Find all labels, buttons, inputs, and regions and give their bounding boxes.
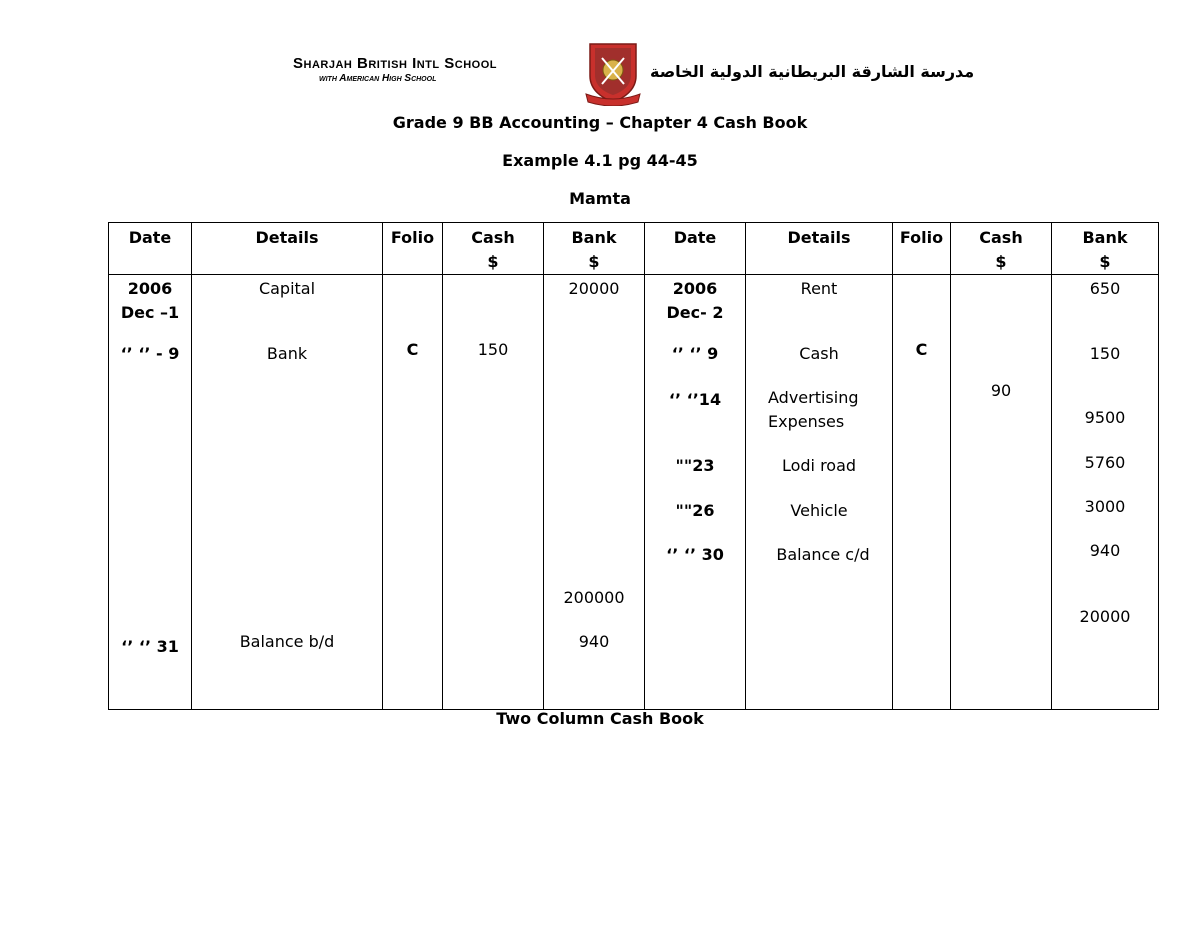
debit-detail-capital: Capital <box>258 279 316 298</box>
credit-folio-header: Folio <box>893 223 951 275</box>
debit-date-year: 2006 <box>127 279 173 298</box>
debit-bank-header: Bank $ <box>544 223 645 275</box>
credit-bank-total: 20000 <box>1079 607 1131 626</box>
credit-folio-c: C <box>915 340 928 359</box>
credit-date-23: ""23 <box>675 456 715 475</box>
school-subtitle: with American High School <box>319 73 437 84</box>
credit-cash-cell <box>951 275 1052 710</box>
credit-detail-expenses: Expenses <box>768 412 845 431</box>
credit-bank-advertising: 9500 <box>1084 408 1126 427</box>
credit-date-26: ""26 <box>675 501 715 520</box>
credit-detail-advertising: Advertising <box>768 388 859 407</box>
debit-bank-capital: 20000 <box>568 279 620 298</box>
debit-bank-balance: 940 <box>578 632 610 651</box>
credit-cash-header: Cash $ <box>951 223 1052 275</box>
credit-date-30: ‘’ ‘’ 30 <box>666 545 724 564</box>
credit-detail-cash: Cash <box>799 344 839 363</box>
credit-date-9: ‘’ ‘’ 9 <box>671 344 719 363</box>
credit-detail-lodi-road: Lodi road <box>781 456 857 475</box>
debit-folio-cell <box>383 275 443 710</box>
debit-cash-150: 150 <box>477 340 509 359</box>
credit-date-header: Date <box>645 223 746 275</box>
debit-date-cell <box>109 275 192 710</box>
debit-date-dec1: Dec –1 <box>120 303 180 322</box>
credit-date-cell <box>645 275 746 710</box>
credit-date-dec2: Dec- 2 <box>666 303 724 322</box>
credit-bank-vehicle: 3000 <box>1084 497 1126 516</box>
credit-detail-vehicle: Vehicle <box>790 501 848 520</box>
school-crest-icon <box>584 40 642 106</box>
credit-bank-lodi-road: 5760 <box>1084 453 1126 472</box>
account-name: Mamta <box>569 189 631 208</box>
debit-folio-c: C <box>406 340 419 359</box>
debit-bank-total: 200000 <box>563 588 625 607</box>
debit-details-header: Details <box>192 223 383 275</box>
credit-bank-cell <box>1052 275 1159 710</box>
credit-bank-rent: 650 <box>1089 279 1121 298</box>
cash-book-table <box>108 222 1159 710</box>
entries-row <box>109 275 1159 710</box>
school-name-english <box>293 55 497 84</box>
credit-date-year: 2006 <box>672 279 718 298</box>
credit-bank-balance-cd: 940 <box>1089 541 1121 560</box>
debit-date-9: ‘’ ‘’ - 9 <box>120 344 180 363</box>
credit-folio-cell <box>893 275 951 710</box>
debit-folio-header: Folio <box>383 223 443 275</box>
debit-detail-bank: Bank <box>266 344 308 363</box>
letterhead <box>0 40 1200 106</box>
credit-details-header: Details <box>746 223 893 275</box>
document-title: Grade 9 BB Accounting – Chapter 4 Cash Book <box>392 113 808 132</box>
debit-details-cell <box>192 275 383 710</box>
debit-date-header: Date <box>109 223 192 275</box>
credit-detail-balance-cd: Balance c/d <box>776 545 870 564</box>
credit-date-14: ‘’ ‘’14 <box>668 390 722 409</box>
debit-cash-header: Cash $ <box>443 223 544 275</box>
header-row <box>109 223 1159 275</box>
debit-detail-balance-bd: Balance b/d <box>239 632 335 651</box>
debit-date-31: ‘’ ‘’ 31 <box>121 637 179 656</box>
credit-bank-cash: 150 <box>1089 344 1121 363</box>
debit-bank-cell <box>544 275 645 710</box>
table-caption: Two Column Cash Book <box>496 709 704 728</box>
example-reference: Example 4.1 pg 44-45 <box>502 151 698 170</box>
credit-bank-header: Bank $ <box>1052 223 1159 275</box>
school-name: Sharjah British Intl School <box>293 55 498 72</box>
credit-details-cell <box>746 275 893 710</box>
document-titles <box>0 110 1200 224</box>
credit-detail-rent: Rent <box>800 279 838 298</box>
school-name-arabic: مدرسة الشارقة البريطانية الدولية الخاصة <box>650 62 975 81</box>
credit-cash-90: 90 <box>990 381 1012 400</box>
debit-cash-cell <box>443 275 544 710</box>
